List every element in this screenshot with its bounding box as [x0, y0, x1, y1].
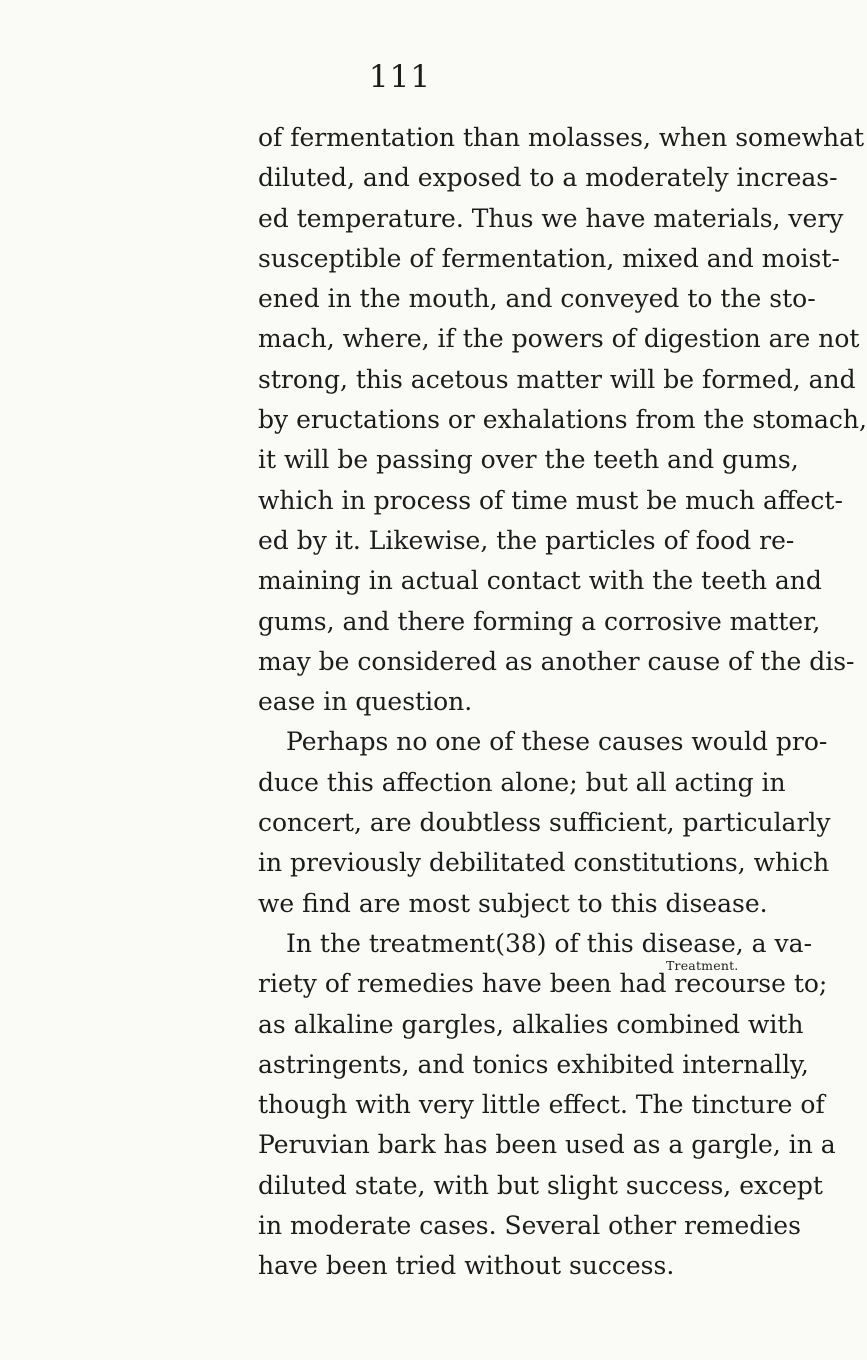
text-line: diluted state, with but slight success, except	[258, 1170, 823, 1200]
text-line: Peruvian bark has been used as a gargle, in a	[258, 1130, 836, 1160]
text-line: ease in question.	[258, 687, 473, 717]
margin-note: Treatment.	[666, 958, 739, 973]
text-line: diluted, and exposed to a moderately increas-	[258, 163, 838, 193]
page-number: 111	[368, 59, 432, 95]
text-line: as alkaline gargles, alkalies combined with	[258, 1009, 804, 1039]
text-line: Perhaps no one of these causes would pro-	[286, 727, 828, 757]
text-line: duce this affection alone; but all acting in	[258, 767, 786, 797]
text-line: may be considered as another cause of the dis-	[258, 646, 855, 676]
text-line: mach, where, if the powers of digestion are not	[258, 324, 860, 354]
text-line: which in process of time must be much affect-	[258, 485, 843, 515]
text-line: susceptible of fermentation, mixed and moist-	[258, 243, 840, 273]
text-line: ed by it. Likewise, the particles of food re-	[258, 525, 795, 555]
text-line: gums, and there forming a corrosive matter,	[258, 606, 821, 636]
text-line: strong, this acetous matter will be formed, and	[258, 364, 856, 394]
text-line: in moderate cases. Several other remedies	[258, 1211, 801, 1241]
body-text	[258, 118, 867, 1287]
text-line: by eructations or exhalations from the stomach,	[258, 405, 867, 435]
text-line: in previously debilitated constitutions, which	[258, 848, 830, 878]
text-line: we find are most subject to this disease.	[258, 888, 768, 918]
text-line: ened in the mouth, and conveyed to the sto-	[258, 284, 816, 314]
text-line: ed temperature. Thus we have materials, very	[258, 203, 844, 233]
text-line: it will be passing over the teeth and gums,	[258, 445, 799, 475]
text-line: of fermentation than molasses, when somewhat	[258, 123, 865, 152]
text-line: though with very little effect. The tincture of	[258, 1090, 825, 1120]
text-line: have been tried without success.	[258, 1251, 675, 1281]
text-line: riety of remedies have been had recourse to;	[258, 969, 828, 999]
text-line: In the treatment(38) of this disease, a va-	[286, 928, 813, 958]
text-line: maining in actual contact with the teeth and	[258, 566, 822, 596]
text-line: astringents, and tonics exhibited internally,	[258, 1049, 809, 1079]
text-line: concert, are doubtless sufficient, particularly	[258, 808, 831, 838]
